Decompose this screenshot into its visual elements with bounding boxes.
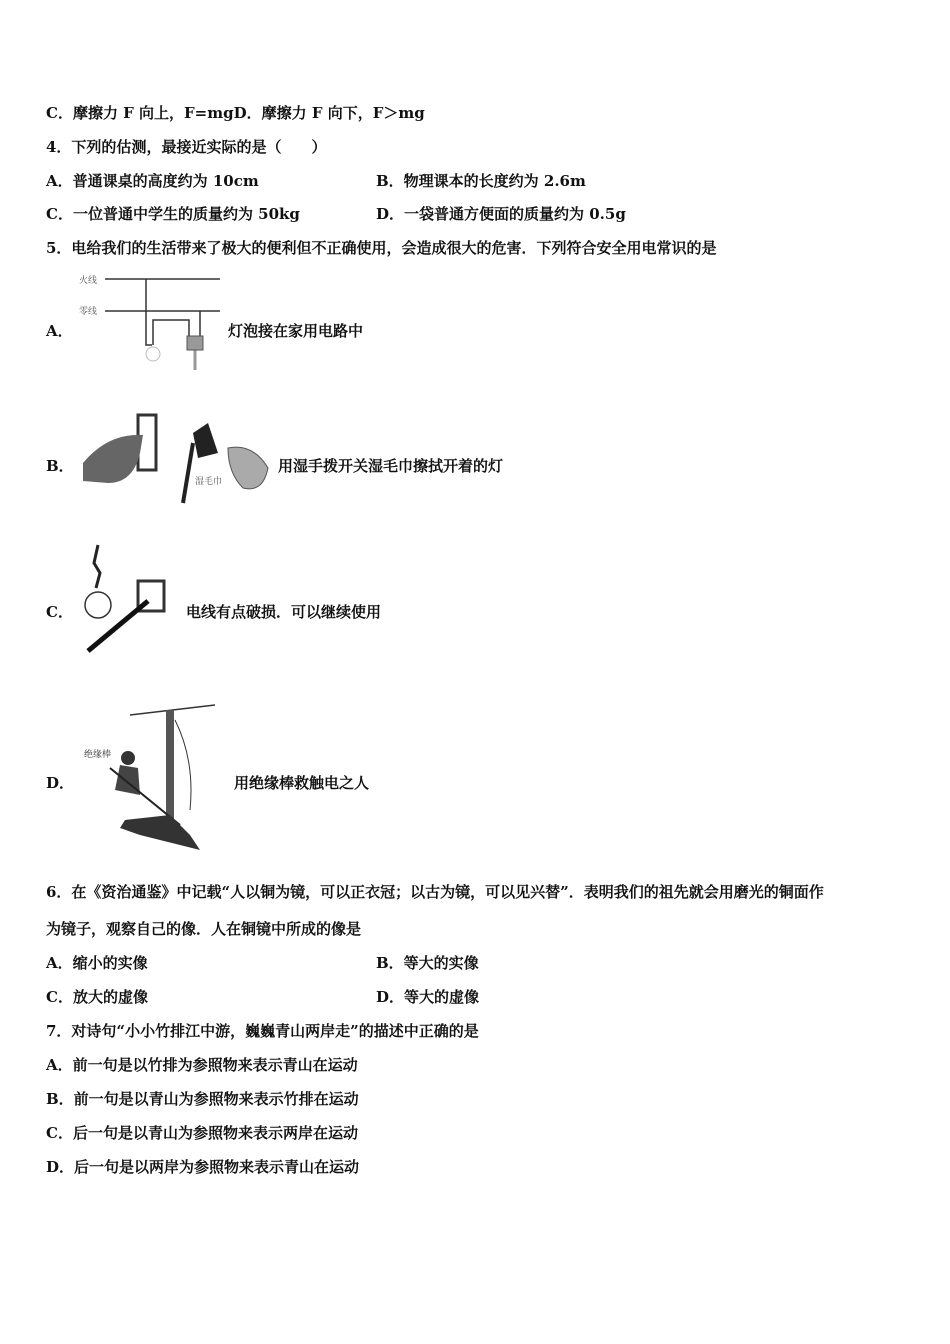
q6-stem-line2: 为镜子，观察自己的像．人在铜镜中所成的像是 [46,920,362,938]
q6-option-a: A．缩小的实像 [46,954,148,972]
damaged-wire-figure [78,543,173,655]
circuit-diagram-figure [75,270,225,375]
q7-option-a: A．前一句是以竹排为参照物来表示青山在运动 [46,1056,358,1074]
rescue-figure [80,700,225,860]
neutral-wire-label: 零线 [79,307,98,317]
q5-option-d-label: D． [46,774,75,792]
q5-option-d-text: 用绝缘棒救触电之人 [234,774,370,792]
wet-towel-label: 湿毛巾 [195,477,223,487]
q5-option-a-label: A． [46,322,73,340]
q3-options-cd: C．摩擦力 F 向上，F=mgD．摩擦力 F 向下，F＞mg [46,104,425,122]
q4-option-c: C．一位普通中学生的质量约为 50kg [46,205,300,223]
live-wire-label: 火线 [79,276,98,286]
q4-stem: 4．下列的估测，最接近实际的是（ ） [46,138,327,156]
q6-option-d: D．等大的虚像 [376,988,480,1006]
q5-option-b-text: 用湿手拨开关湿毛巾擦拭开着的灯 [278,457,504,475]
q7-option-c: C．后一句是以青山为参照物来表示两岸在运动 [46,1124,358,1142]
q5-option-c-text: 电线有点破损．可以继续使用 [186,603,382,621]
q5-stem: 5．电给我们的生活带来了极大的便利但不正确使用，会造成很大的危害．下列符合安全用电常识的是 [46,239,717,257]
q4-option-b: B．物理课本的长度约为 2.6m [376,172,586,190]
q7-stem: 7．对诗句“小小竹排江中游，巍巍青山两岸走”的描述中正确的是 [46,1022,479,1040]
q7-option-b: B．前一句是以青山为参照物来表示竹排在运动 [46,1090,359,1108]
wet-hand-switch-figure [78,413,278,508]
q4-option-d: D．一袋普通方便面的质量约为 0.5g [376,205,626,223]
q7-option-d: D．后一句是以两岸为参照物来表示青山在运动 [46,1158,360,1176]
q5-option-c-label: C． [46,603,73,621]
q6-option-b: B．等大的实像 [376,954,479,972]
q5-option-b-label: B． [46,457,74,475]
q6-stem-line1: 6．在《资治通鉴》中记载“人以铜为镜，可以正衣冠；以古为镜，可以见兴替”．表明我们的祖先就会用磨光的铜面作 [46,883,824,901]
insulating-rod-label: 绝缘棒 [84,750,112,760]
q6-option-c: C．放大的虚像 [46,988,148,1006]
q4-option-a: A．普通课桌的高度约为 10cm [46,172,259,190]
q5-option-a-text: 灯泡接在家用电路中 [228,322,364,340]
